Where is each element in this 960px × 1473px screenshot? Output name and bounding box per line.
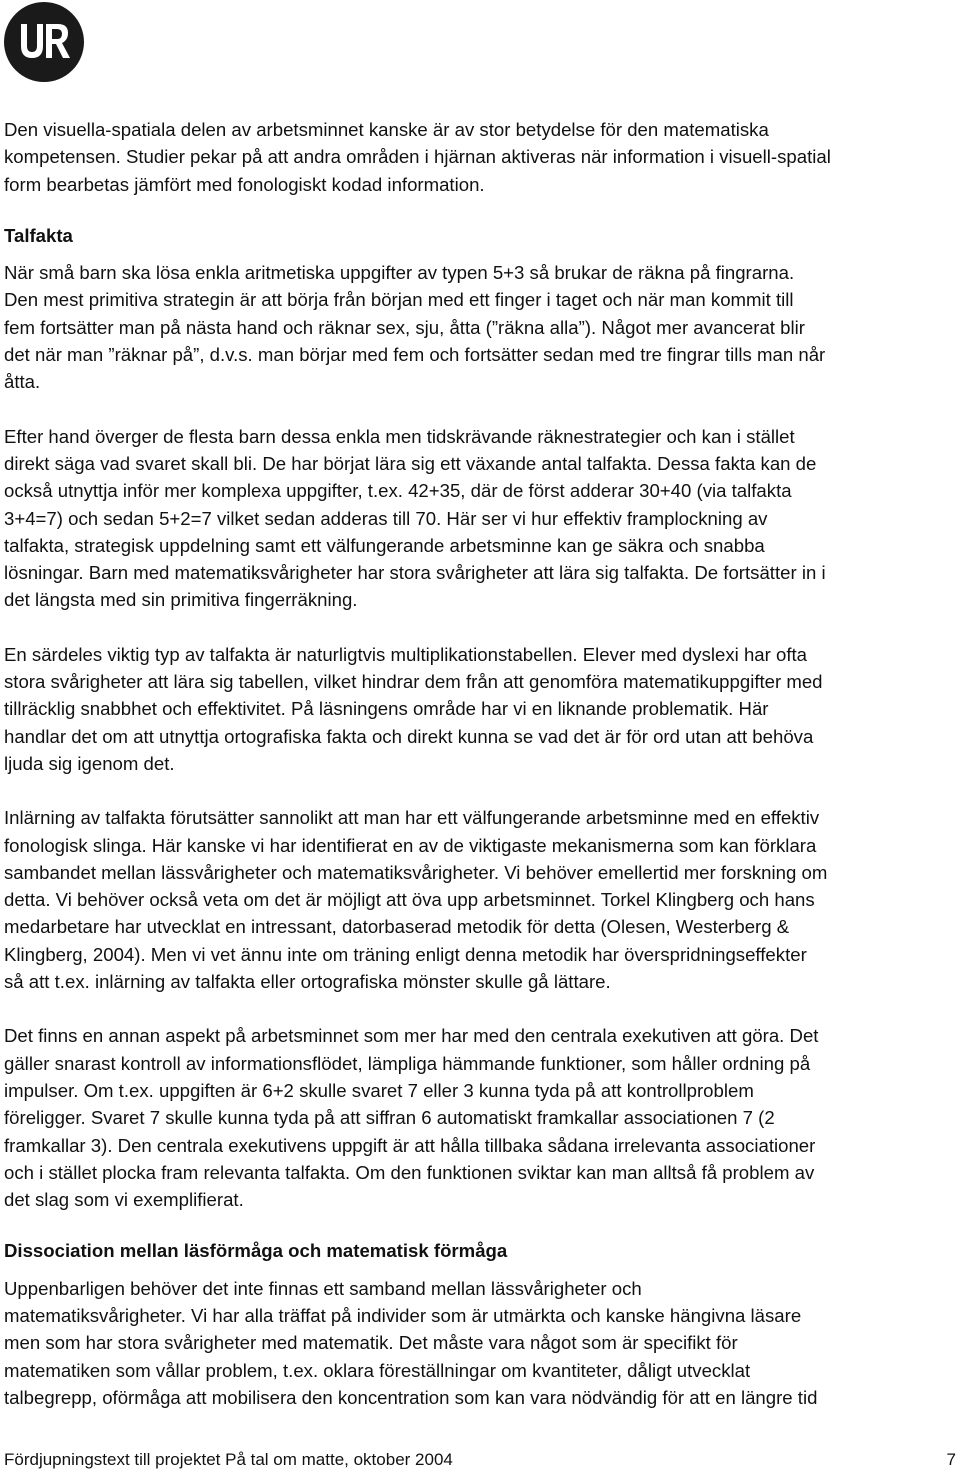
text-line: ljuda sig igenom det. bbox=[4, 752, 175, 774]
text-line: men som har stora svårigheter med matematik. Det måste vara något som är specifikt för bbox=[4, 1332, 738, 1354]
text-line: så att t.ex. inlärning av talfakta eller ortografiska mönster skulle gå lättare. bbox=[4, 971, 611, 993]
page-number: 7 bbox=[946, 1450, 956, 1469]
text-line: åtta. bbox=[4, 371, 41, 393]
text-line: det längsta med sin primitiva fingerräkning. bbox=[4, 589, 358, 611]
text-line: stora svårigheter att lära sig tabellen, vilket hindrar dem från att genomföra matematikuppgifter med bbox=[4, 671, 823, 693]
footer-source-text: Fördjupningstext till projektet På tal om matte, oktober 2004 bbox=[4, 1450, 453, 1469]
text-line: Inlärning av talfakta förutsätter sannolikt att man har ett välfungerande arbetsminne med en effektiv bbox=[4, 807, 820, 829]
document-body bbox=[4, 116, 956, 1411]
text-line: Den visuella-spatiala delen av arbetsminnet kanske är av stor betydelse för den matematiska bbox=[4, 119, 769, 140]
paragraph-visuospatial bbox=[4, 116, 956, 198]
text-line: matematiksvårigheter. Vi har alla träffat på individer som är utmärkta och kanske hängivna läsare bbox=[4, 1304, 802, 1326]
text-line: fonologisk slinga. Här kanske vi har identifierat en av de viktigaste mekanismerna som kan förklara bbox=[4, 834, 817, 856]
paragraph-central-executive bbox=[4, 1022, 956, 1213]
section-heading-dissociation: Dissociation mellan läsförmåga och matematisk förmåga bbox=[4, 1240, 508, 1262]
text-line: En särdeles viktig typ av talfakta är naturligtvis multiplikationstabellen. Elever med dyslexi har ofta bbox=[4, 643, 808, 665]
text-line: framkallar 3). Den centrala exekutivens uppgift är att hålla tillbaka sådana irrelevanta associationer bbox=[4, 1134, 816, 1156]
text-line: lösningar. Barn med matematiksvårigheter har stora svårigheter att lära sig talfakta. De fortsätter in i bbox=[4, 562, 826, 584]
ur-logo bbox=[4, 2, 84, 82]
text-line: Efter hand överger de flesta barn dessa enkla men tidskrävande räknestrategier och kan i stället bbox=[4, 425, 795, 447]
text-line: också utnyttja inför mer komplexa uppgifter, t.ex. 42+35, där de först adderar 30+40 (via talfakta bbox=[4, 480, 792, 502]
text-line: 3+4=7) och sedan 5+2=7 vilket sedan adderas till 70. Här ser vi hur effektiv framplockning av bbox=[4, 507, 768, 529]
text-line: form bearbetas jämfört med fonologiskt kodad information. bbox=[4, 173, 485, 195]
text-line: fem fortsätter man på nästa hand och räknar sex, sju, åtta (”räkna alla”). Något mer avancerat blir bbox=[4, 316, 805, 338]
text-line: det slag som vi exemplifierat. bbox=[4, 1189, 244, 1211]
text-line: kompetensen. Studier pekar på att andra områden i hjärnan aktiveras när information i visuell-spatial bbox=[4, 146, 831, 168]
text-line: matematiken som vållar problem, t.ex. oklara föreställningar om kvantiteter, dåligt utvecklat bbox=[4, 1359, 751, 1381]
text-line: direkt säga vad svaret skall bli. De har börjat lära sig ett växande antal talfakta. Dessa fakta kan de bbox=[4, 452, 817, 474]
text-line: talfakta, strategisk uppdelning samt ett välfungerande arbetsminne kan ge säkra och snabba bbox=[4, 534, 765, 556]
text-line: handlar det om att utnyttja ortografiska fakta och direkt kunna se vad det är för ord utan att behöva bbox=[4, 725, 814, 747]
text-line: det när man ”räknar på”, d.v.s. man börjar med fem och fortsätter sedan med tre fingrar tills man når bbox=[4, 344, 826, 366]
ur-logo-icon bbox=[4, 2, 84, 82]
paragraph-dissociation bbox=[4, 1275, 956, 1411]
paragraph-working-memory bbox=[4, 804, 956, 995]
text-line: talbegrepp, oförmåga att mobilisera den koncentration som kan vara nödvändig för att en längre tid bbox=[4, 1386, 818, 1408]
text-line: När små barn ska lösa enkla aritmetiska uppgifter av typen 5+3 så brukar de räkna på fingrarna. bbox=[4, 262, 795, 284]
paragraph-number-facts bbox=[4, 423, 956, 614]
text-line: medarbetare har utvecklat en intressant, datorbaserad metodik för detta (Olesen, Westerberg & bbox=[4, 916, 790, 938]
section-heading-talfakta: Talfakta bbox=[4, 224, 73, 246]
text-line: Klingberg, 2004). Men vi vet ännu inte om träning enligt denna metodik har överspridningseffekter bbox=[4, 943, 807, 965]
text-line: föreligger. Svaret 7 skulle kunna tyda på att siffran 6 automatiskt framkallar associationen 7 (2 bbox=[4, 1107, 775, 1129]
paragraph-finger-counting bbox=[4, 259, 956, 395]
text-line: impulser. Om t.ex. uppgiften är 6+2 skulle svaret 7 eller 3 kunna tyda på att kontrollproblem bbox=[4, 1079, 754, 1101]
text-line: Uppenbarligen behöver det inte finnas ett samband mellan lässvårigheter och bbox=[4, 1277, 642, 1299]
text-line: Det finns en annan aspekt på arbetsminnet som mer har med den centrala exekutiven att göra. Det bbox=[4, 1025, 819, 1047]
text-line: och i stället plocka fram relevanta talfakta. Om den funktionen sviktar kan man alltså få problem av bbox=[4, 1161, 815, 1183]
text-line: gäller snarast kontroll av informationsflödet, lämpliga hämmande funktioner, som håller ordning på bbox=[4, 1052, 811, 1074]
page-footer bbox=[4, 1449, 956, 1471]
text-line: sambandet mellan lässvårigheter och matematiksvårigheter. Vi behöver emellertid mer forskning om bbox=[4, 861, 828, 883]
text-line: Den mest primitiva strategin är att börja från början med ett finger i taget och när man kommit till bbox=[4, 289, 794, 311]
text-line: detta. Vi behöver också veta om det är möjligt att öva upp arbetsminnet. Torkel Klingberg och hans bbox=[4, 889, 815, 911]
paragraph-multiplication-table bbox=[4, 641, 956, 777]
text-line: tillräcklig snabbhet och effektivitet. På läsningens område har vi en liknande problematik. Här bbox=[4, 698, 769, 720]
